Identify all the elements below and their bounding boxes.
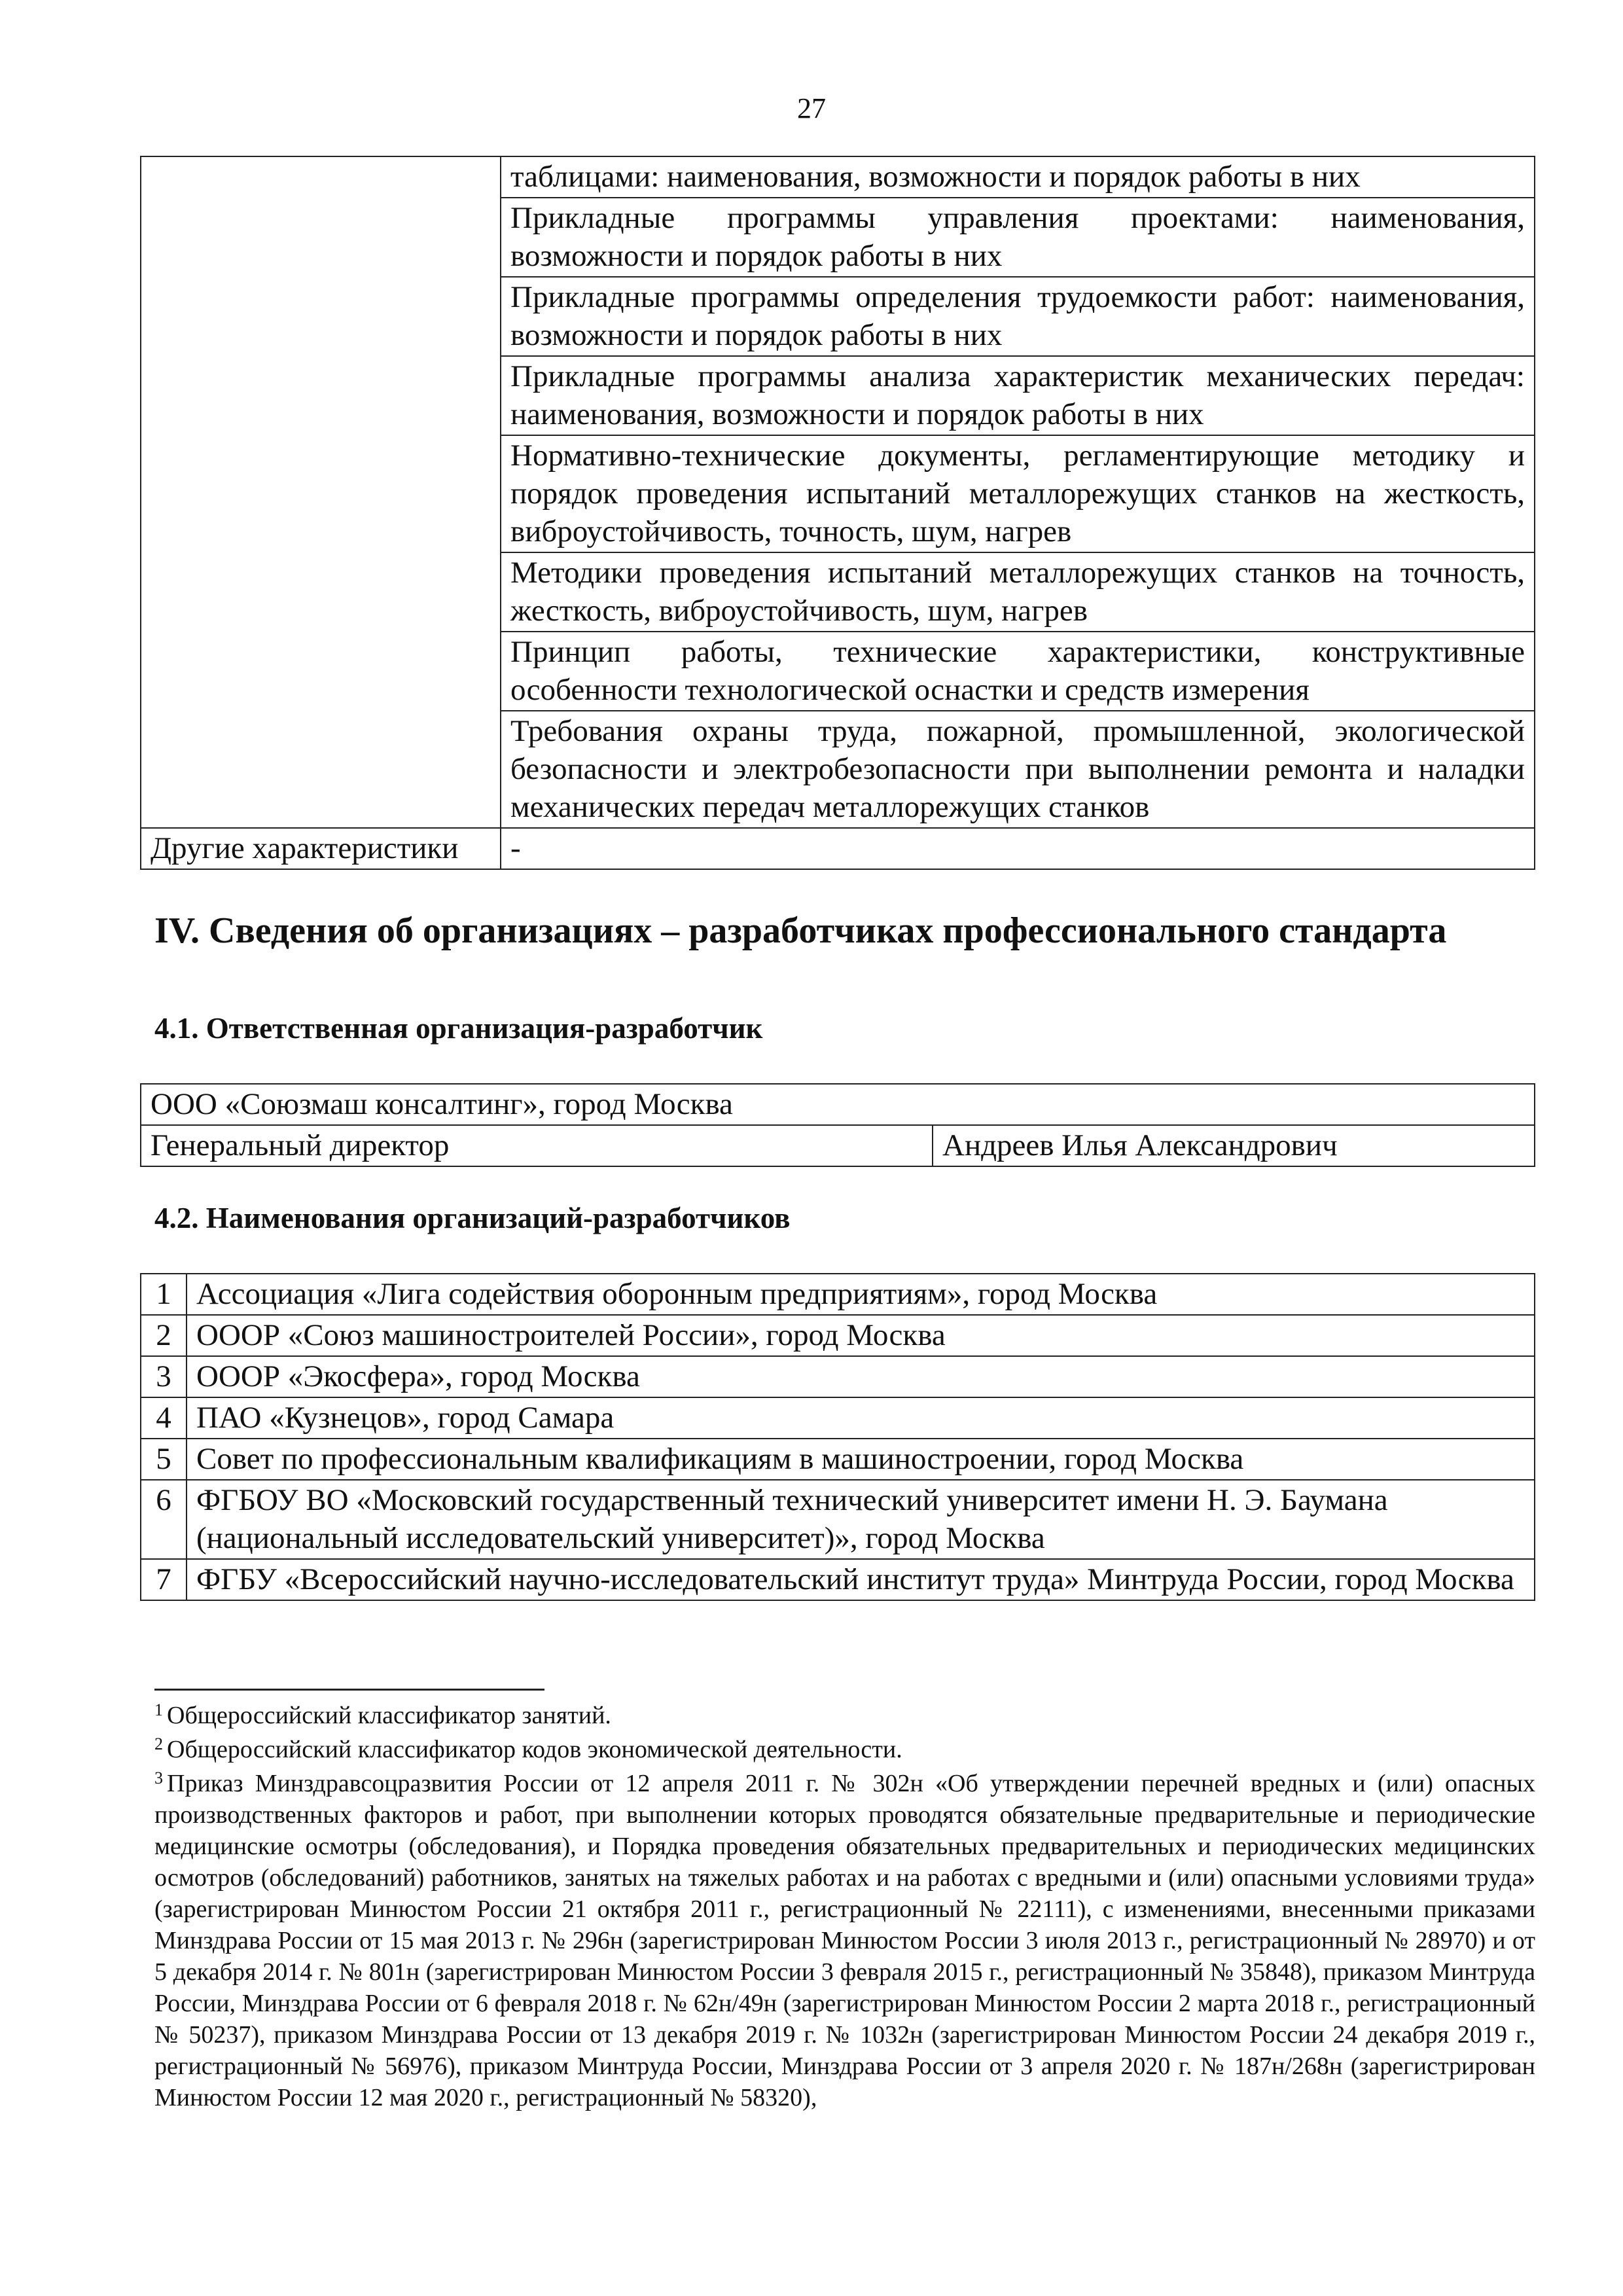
footnote-divider [154, 1689, 544, 1691]
responsible-organization: ООО «Союзмаш консалтинг», город Москва [141, 1084, 1535, 1125]
table-row [141, 1559, 1535, 1600]
label-cell-empty [141, 156, 501, 828]
developer-name: ОООР «Экосфера», город Москва [187, 1356, 1535, 1397]
developer-name: ФГБУ «Всероссийский научно-исследовательский институт труда» Минтруда России, город Москва [187, 1559, 1535, 1600]
footnotes [154, 1700, 1535, 2116]
page-number: 27 [797, 92, 826, 124]
knowledge-item [501, 632, 1535, 711]
knowledge-item [501, 552, 1535, 632]
knowledge-item-text: Нормативно-технические документы, регламентирующие методику и порядок проведения испытаний металлорежущих станков на жесткость, виброустойчивость, точность, шум, нагрев [510, 439, 1525, 548]
developers-heading: 4.2. Наименования организаций-разработчиков [154, 1202, 791, 1234]
developer-name: Ассоциация «Лига содействия оборонным предприятиям», город Москва [187, 1274, 1535, 1315]
footnote [154, 1700, 1535, 1731]
knowledge-item-text: Прикладные программы управления проектами: наименования, возможности и порядок работы в них [510, 201, 1525, 273]
knowledge-item [501, 156, 1535, 198]
footnote-mark: 1 [154, 1700, 163, 1719]
row-number: 3 [141, 1356, 187, 1397]
footnote-mark: 2 [154, 1734, 163, 1753]
table-row [141, 1439, 1535, 1480]
knowledge-item-text: таблицами: наименования, возможности и порядок работы в них [510, 160, 1361, 194]
table-row [141, 1125, 1535, 1166]
developer-name: ФГБОУ ВО «Московский государственный технический университет имени Н. Э. Баумана (национальный исследовательский университет)», город Москва [187, 1480, 1535, 1559]
row-number: 4 [141, 1397, 187, 1439]
row-number: 6 [141, 1480, 187, 1559]
table-row [141, 828, 1535, 869]
knowledge-item [501, 435, 1535, 552]
footnote-text: Общероссийский классификатор занятий. [167, 1702, 611, 1729]
footnote-text: Приказ Минздравсоцразвития России от 12 апреля 2011 г. № 302н «Об утверждении перечней вредных и (или) опасных производственных факторов и работ, при выполнении которых проводятся обязательные предварительные и периодические медицинские осмотры (обследования), и Порядка проведения обязательных предварительных и периодических медицинских осмотров (обследований) работников, занятых на тяжелых работах и на работах с вредными и (или) опасными условиями труда» (зарегистрирован Минюстом России 21 октября 2011 г., регистрационный № 22111), с изменениями, внесенными приказами Минздрава России от 15 мая 2013 г. № 296н (зарегистрирован Минюстом России 3 июля 2013 г., регистрационный № 28970) и от 5 декабря 2014 г. № 801н (зарегистрирован Минюстом России 3 февраля 2015 г., регистрационный № 35848), приказом Минтруда России, Минздрава России от 6 февраля 2018 г. № 62н/49н (зарегистрирован Минюстом России 2 марта 2018 г., регистрационный № 50237), приказом Минздрава России от 13 декабря 2019 г. № 1032н (зарегистрирован Минюстом России 24 декабря 2019 г., регистрационный № 56976), приказом Минтруда России, Минздрава России от 3 апреля 2020 г. № 187н/268н (зарегистрирован Минюстом России 12 мая 2020 г., регистрационный № 58320), [154, 1770, 1535, 2111]
knowledge-item [501, 356, 1535, 435]
row-number: 5 [141, 1439, 187, 1480]
developer-name: Совет по профессиональным квалификациям в машиностроении, город Москва [187, 1439, 1535, 1480]
knowledge-item-text: Методики проведения испытаний металлорежущих станков на точность, жесткость, виброустойчивость, шум, нагрев [510, 556, 1525, 628]
responsible-table [140, 1083, 1535, 1167]
director-title: Генеральный директор [141, 1125, 933, 1166]
knowledge-item [501, 277, 1535, 356]
footnote-mark: 3 [154, 1768, 163, 1787]
footnote-text: Общероссийский классификатор кодов экономической деятельности. [167, 1736, 902, 1763]
row-number: 1 [141, 1274, 187, 1315]
table-row [141, 1356, 1535, 1397]
knowledge-item [501, 711, 1535, 828]
knowledge-item-text: Прикладные программы определения трудоемкости работ: наименования, возможности и порядок работы в них [510, 280, 1525, 352]
knowledge-item-text: Требования охраны труда, пожарной, промышленной, экологической безопасности и электробезопасности при выполнении ремонта и наладки механических передач металлорежущих станков [510, 714, 1525, 824]
section-title: IV. Сведения об организациях – разработчиках профессионального стандарта [154, 910, 1447, 951]
knowledge-item [501, 198, 1535, 277]
row-number: 7 [141, 1559, 187, 1600]
developers-table [140, 1273, 1535, 1601]
table-row [141, 1274, 1535, 1315]
knowledge-table [140, 156, 1535, 870]
knowledge-item-text: Принцип работы, технические характеристики, конструктивные особенности технологической оснастки и средств измерения [510, 635, 1525, 707]
table-row [141, 1480, 1535, 1559]
row-number: 2 [141, 1315, 187, 1356]
other-characteristics-label: Другие характеристики [141, 828, 501, 869]
footnote [154, 1734, 1535, 1765]
other-characteristics-value: - [501, 828, 1535, 869]
responsible-heading: 4.1. Ответственная организация-разработчик [154, 1012, 763, 1045]
table-row [141, 1397, 1535, 1439]
director-name: Андреев Илья Александрович [933, 1125, 1535, 1166]
knowledge-item-text: Прикладные программы анализа характеристик механических передач: наименования, возможности и порядок работы в них [510, 359, 1525, 431]
developer-name: ПАО «Кузнецов», город Самара [187, 1397, 1535, 1439]
table-row [141, 156, 1535, 198]
table-row [141, 1315, 1535, 1356]
table-row [141, 1084, 1535, 1125]
footnote [154, 1768, 1535, 2113]
developer-name: ОООР «Союз машиностроителей России», город Москва [187, 1315, 1535, 1356]
